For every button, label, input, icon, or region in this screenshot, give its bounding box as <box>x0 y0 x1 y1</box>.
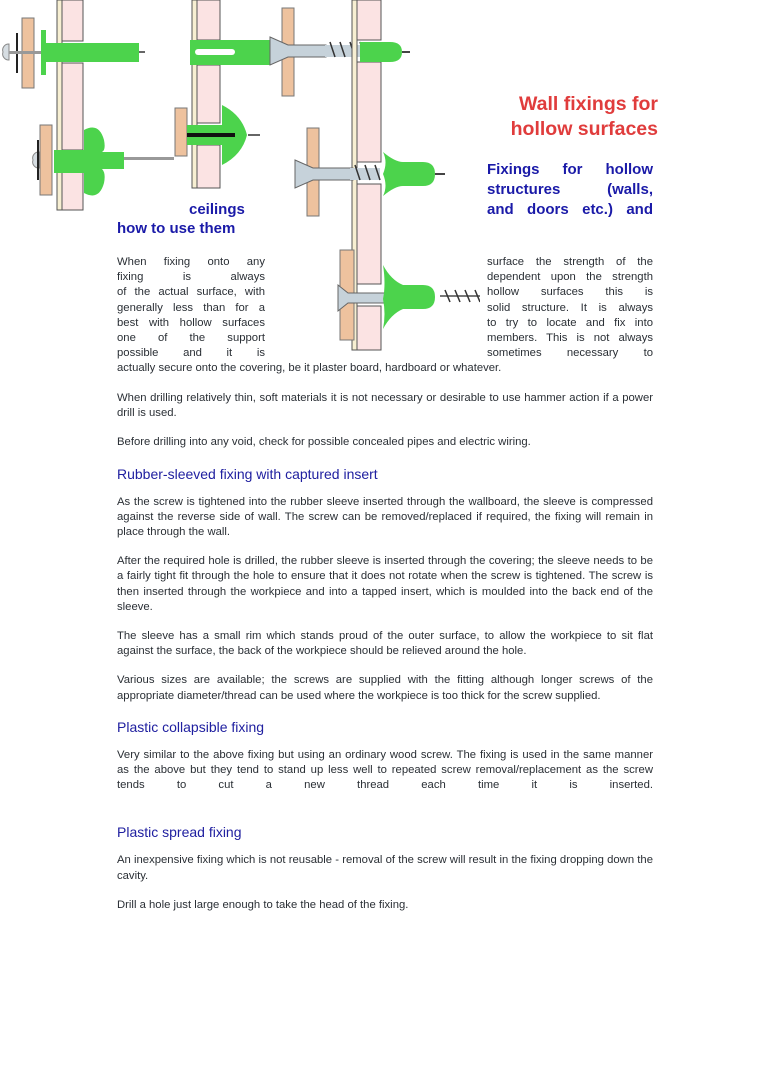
title-line-1: Wall fixings for <box>518 93 658 115</box>
intro-left-line: one of the support <box>117 332 265 345</box>
intro-left-column <box>117 255 265 361</box>
spacer <box>117 807 653 823</box>
wall-board-1 <box>57 0 83 210</box>
subtitle-left <box>117 200 257 238</box>
plastic-collapsible-fixing <box>360 42 410 62</box>
paragraph: Very similar to the above fixing but using an ordinary wood screw. The fixing is used in the same manner as the above but they tend to stand up less well to repeated screw removal/replacement as the screw tends to cut a new thread each time it is inserted. <box>117 748 653 792</box>
paragraph: Drill a hole just large enough to take the head of the fixing. <box>117 898 409 911</box>
intro-right-line: members. This is not always <box>487 332 653 345</box>
intro-right-line: solid structure. It is always <box>487 301 653 314</box>
intro-left-line: best with hollow surfaces <box>117 316 265 329</box>
paragraph: An inexpensive fixing which is not reusable - removal of the screw will result in the fixing dropping down the cavity. <box>117 854 653 882</box>
paragraph: After the required hole is drilled, the rubber sleeve is inserted through the covering; the sleeve needs to be a fairly tight fit through the hole to ensure that it does not rotate when the screw is tightened. The screw is then inserted through the workpiece and into a tapped insert, which is moulded into the back end of the sleeve. <box>117 555 653 613</box>
paragraph: The sleeve has a small rim which stands proud of the outer surface, to allow the workpiece to sit flat against the surface, the back of the workpiece should be relieved around the hole. <box>117 630 653 658</box>
intro-right-line: sometimes necessary to <box>487 347 653 360</box>
subtitle-right <box>487 160 653 220</box>
document-title <box>488 92 658 142</box>
wall-board-2 <box>192 0 220 188</box>
intro-right-column <box>487 255 653 361</box>
paragraph-void: Before drilling into any void, check for possible concealed pipes and electric wiring. <box>117 436 531 449</box>
rubber-sleeved-fixing-compressed <box>33 125 174 195</box>
subtitle-line-4: ceilings <box>189 201 245 218</box>
intro-left-line: possible and it is <box>117 347 265 360</box>
subtitle-line-5: how to use them <box>117 220 236 237</box>
document-body <box>117 391 653 927</box>
intro-right-line: to try to locate and fix into <box>487 316 653 329</box>
intro-right-line: hollow surfaces this is <box>487 286 653 299</box>
intro-left-line: of the actual surface, with <box>117 286 265 299</box>
intro-right-line: surface the strength of the <box>487 256 653 268</box>
subtitle-line-3: and doors etc.) and <box>487 201 653 218</box>
paragraph: As the screw is tightened into the rubber sleeve inserted through the wallboard, the sleeve is compressed against the reverse side of wall. The screw can be removed/replaced if required, the fixing will remain in place through the wall. <box>117 495 653 539</box>
intro-left-line: When fixing onto any <box>117 256 265 268</box>
intro-right-line: dependent upon the strength <box>487 271 653 284</box>
paragraph-drilling: When drilling relatively thin, soft materials it is not necessary or desirable to use hammer action if a power drill is used. <box>117 392 653 420</box>
title-line-2: hollow surfaces <box>510 118 658 140</box>
section-heading-plastic-collapsible: Plastic collapsible fixing <box>117 718 265 735</box>
intro-full-line: actually secure onto the covering, be it plaster board, hardboard or whatever. <box>117 362 502 374</box>
intro-left-line: generally less than for a <box>117 301 265 314</box>
subtitle-line-2: structures (walls, <box>487 181 653 198</box>
section-heading-rubber-sleeved: Rubber-sleeved fixing with captured insert <box>117 465 378 482</box>
subtitle-line-1: Fixings for hollow <box>487 161 653 178</box>
paragraph: Various sizes are available; the screws are supplied with the fitting although longer screws of the appropriate diameter/thread can be used where the workpiece is too thick for the screw supplied. <box>117 674 653 702</box>
section-heading-plastic-spread: Plastic spread fixing <box>117 824 242 841</box>
intro-left-line: fixing is always <box>117 271 265 284</box>
